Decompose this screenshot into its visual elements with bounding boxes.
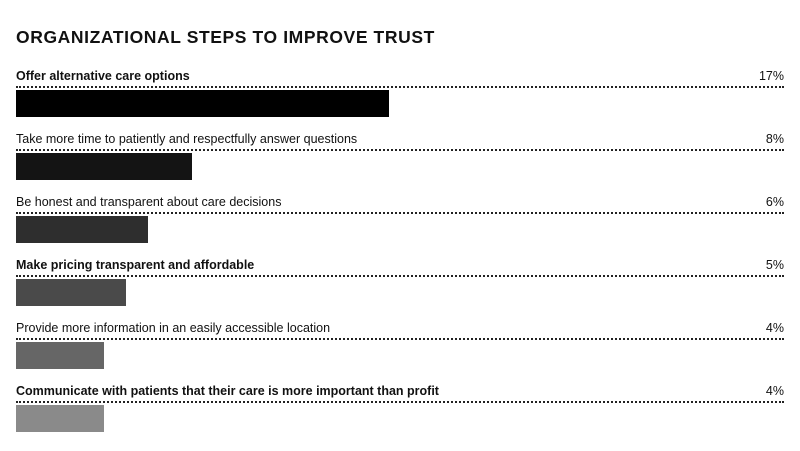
bar — [16, 405, 104, 432]
value-label: 4% — [765, 384, 784, 398]
category-label: Offer alternative care options — [16, 69, 190, 83]
bar-row — [16, 320, 784, 376]
chart-title: ORGANIZATIONAL STEPS TO IMPROVE TRUST — [16, 27, 435, 47]
bar-row — [16, 194, 784, 250]
bar — [16, 90, 389, 117]
dotted-leader-line — [16, 275, 784, 277]
bar-row — [16, 257, 784, 313]
category-label: Take more time to patiently and respectfully answer questions — [16, 132, 358, 146]
dotted-leader-line — [16, 86, 784, 88]
bar — [16, 279, 126, 306]
category-label: Make pricing transparent and affordable — [16, 258, 255, 272]
bar — [16, 153, 192, 180]
value-label: 4% — [765, 321, 784, 335]
value-label: 17% — [758, 69, 784, 83]
bar — [16, 342, 104, 369]
dotted-leader-line — [16, 149, 784, 151]
category-label: Provide more information in an easily accessible location — [16, 321, 331, 335]
value-label: 8% — [765, 132, 784, 146]
bar — [16, 216, 148, 243]
value-label: 6% — [765, 195, 784, 209]
bar-row — [16, 68, 784, 124]
bar-row — [16, 131, 784, 187]
dotted-leader-line — [16, 212, 784, 214]
category-label: Be honest and transparent about care decisions — [16, 195, 282, 209]
bar-row — [16, 383, 784, 439]
value-label: 5% — [765, 258, 784, 272]
category-label: Communicate with patients that their care is more important than profit — [16, 384, 439, 398]
dotted-leader-line — [16, 338, 784, 340]
dotted-leader-line — [16, 401, 784, 403]
